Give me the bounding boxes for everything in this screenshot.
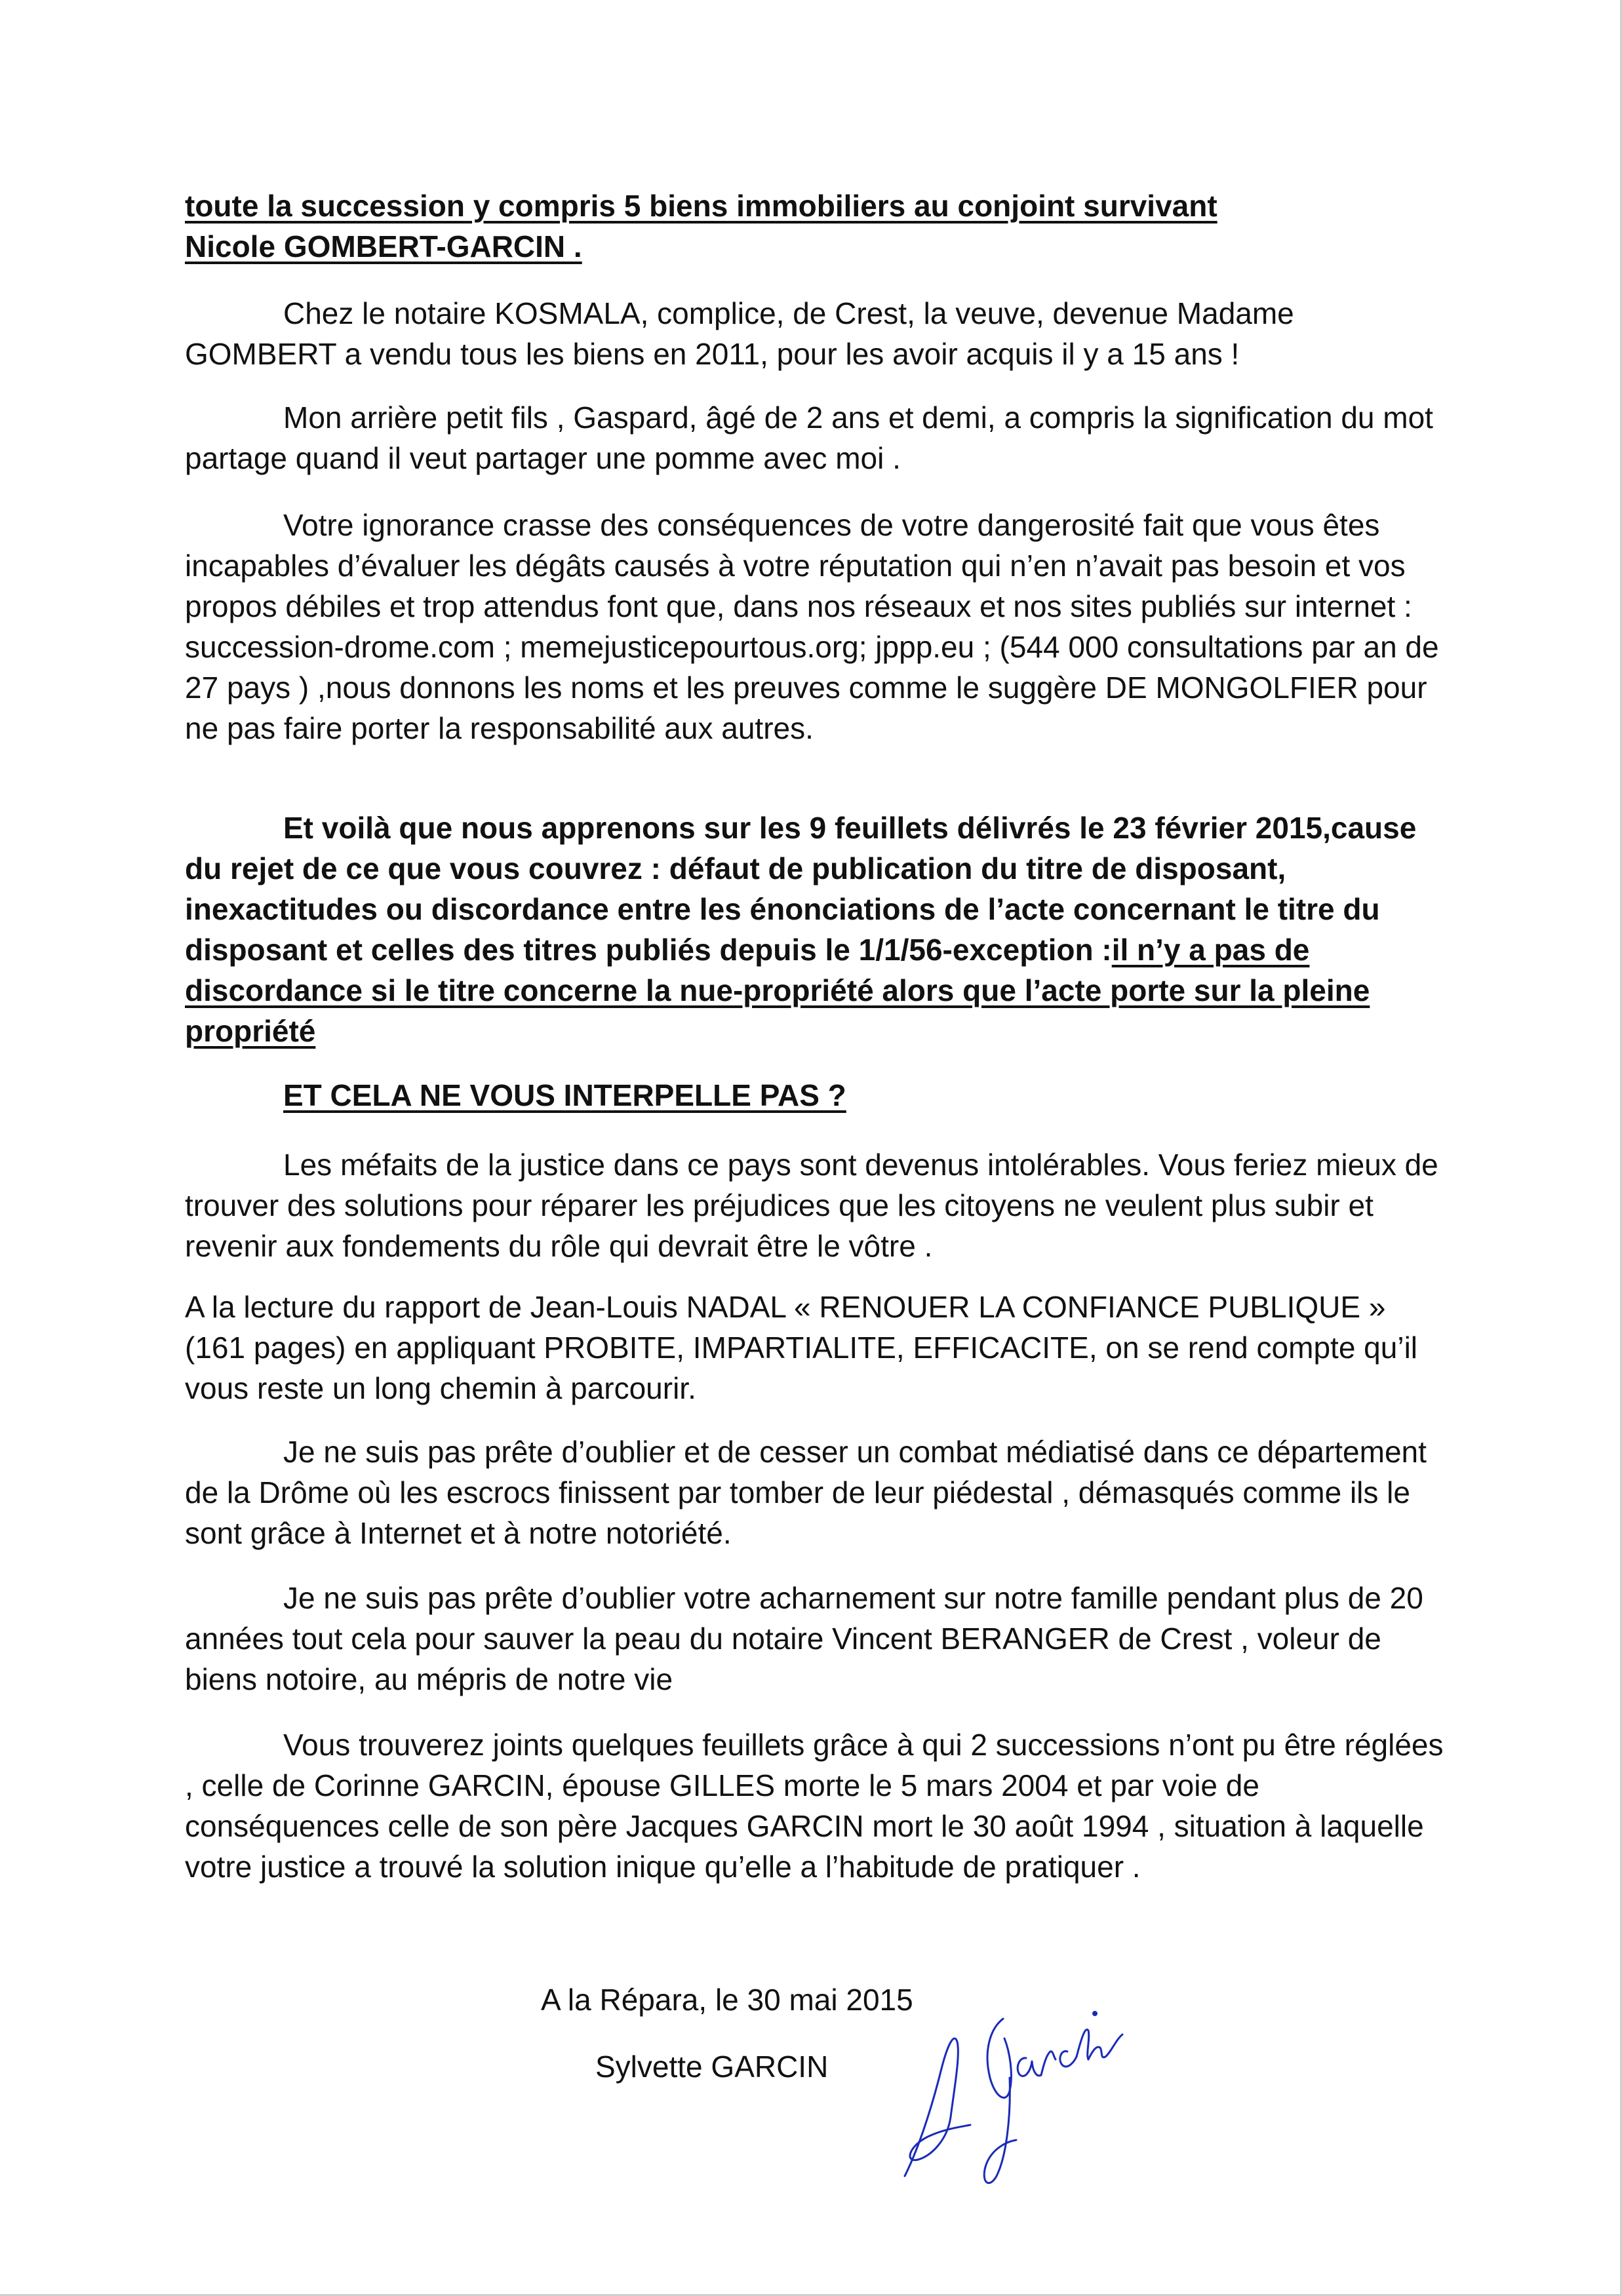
- closing-place-date: A la Répara, le 30 mai 2015: [541, 1983, 913, 2017]
- heading-line-1: toute la succession y compris 5 biens immobiliers au conjoint survivant: [185, 189, 1217, 223]
- paragraph-mefaits: Les méfaits de la justice dans ce pays sont devenus intolérables. Vous feriez mieux de trouver des solutions pour réparer les préjudices que les citoyens ne veulent plus subir et revenir aux fondements du rôle qui devrait être le vôtre .: [185, 1148, 1438, 1263]
- heading-continuation: [185, 185, 1444, 267]
- paragraph-notaire-kosmala: Chez le notaire KOSMALA, complice, de Crest, la veuve, devenue Madame GOMBERT a vendu tous les biens en 2011, pour les avoir acquis il y a 15 ans !: [185, 296, 1294, 371]
- paragraph-feuillets-bold: Et voilà que nous apprenons sur les 9 feuillets délivrés le 23 février 2015,cause du rejet de ce que vous couvrez : défaut de publication du titre de disposant, inexactitudes ou discordance entre les énonciations de l’acte concernant le titre du disposant et celles des titres publiés depuis le 1/1/56-exception :: [185, 811, 1417, 967]
- heading-line-2: Nicole GOMBERT-GARCIN .: [185, 229, 582, 263]
- paragraph-feuillets-joints: Vous trouverez joints quelques feuillets grâce à qui 2 successions n’ont pu être réglées , celle de Corinne GARCIN, épouse GILLES morte le 5 mars 2004 et par voie de conséquences celle de son père Jacques GARCIN mort le 30 août 1994 , situation à laquelle votre justice a trouvé la solution inique qu’elle a l’habitude de pratiquer .: [185, 1728, 1444, 1884]
- paragraph-rapport-nadal: A la lecture du rapport de Jean-Louis NADAL « RENOUER LA CONFIANCE PUBLIQUE » (161 pages) en appliquant PROBITE, IMPARTIALITE, EFFICACITE, on se rend compte qu’il vous reste un long chemin à parcourir.: [185, 1290, 1418, 1405]
- paragraph-interpelle: [185, 1075, 1444, 1116]
- paragraph-combat: Je ne suis pas prête d’oublier et de cesser un combat médiatisé dans ce département de la Drôme où les escrocs finissent par tomber de leur piédestal , démasqués comme ils le sont grâce à Internet et à notre notoriété.: [185, 1435, 1427, 1550]
- paragraph-feuillets: [185, 807, 1444, 1051]
- signatory-name: Sylvette GARCIN: [595, 2050, 829, 2084]
- paragraph-gaspard: Mon arrière petit fils , Gaspard, âgé de 2 ans et demi, a compris la signification du mot partage quand il veut partager une pomme avec moi .: [185, 400, 1433, 475]
- paragraph-feuillets-underlined: il n’y a pas de discordance si le titre concerne la nue-propriété alors que l’acte porte sur la pleine propriété: [185, 933, 1370, 1048]
- handwritten-signature: [892, 1979, 1141, 2202]
- paragraph-ignorance: Votre ignorance crasse des conséquences de votre dangerosité fait que vous êtes incapables d’évaluer les dégâts causés à votre réputation qui n’en n’avait pas besoin et vos propos débiles et trop attendus font que, dans nos réseaux et nos sites publiés sur internet : succession-drome.com ; memejusticepourtous.org; jppp.eu ; (544 000 consultations par an de 27 pays ) ,nous donnons les noms et les preuves comme le suggère DE MONGOLFIER pour ne pas faire porter la responsabilité aux autres.: [185, 508, 1439, 745]
- paragraph-acharnement: Je ne suis pas prête d’oublier votre acharnement sur notre famille pendant plus de 20 années tout cela pour sauver la peau du notaire Vincent BERANGER de Crest , voleur de biens notoire, au mépris de notre vie: [185, 1581, 1423, 1696]
- interpelle-text: ET CELA NE VOUS INTERPELLE PAS ?: [283, 1078, 846, 1112]
